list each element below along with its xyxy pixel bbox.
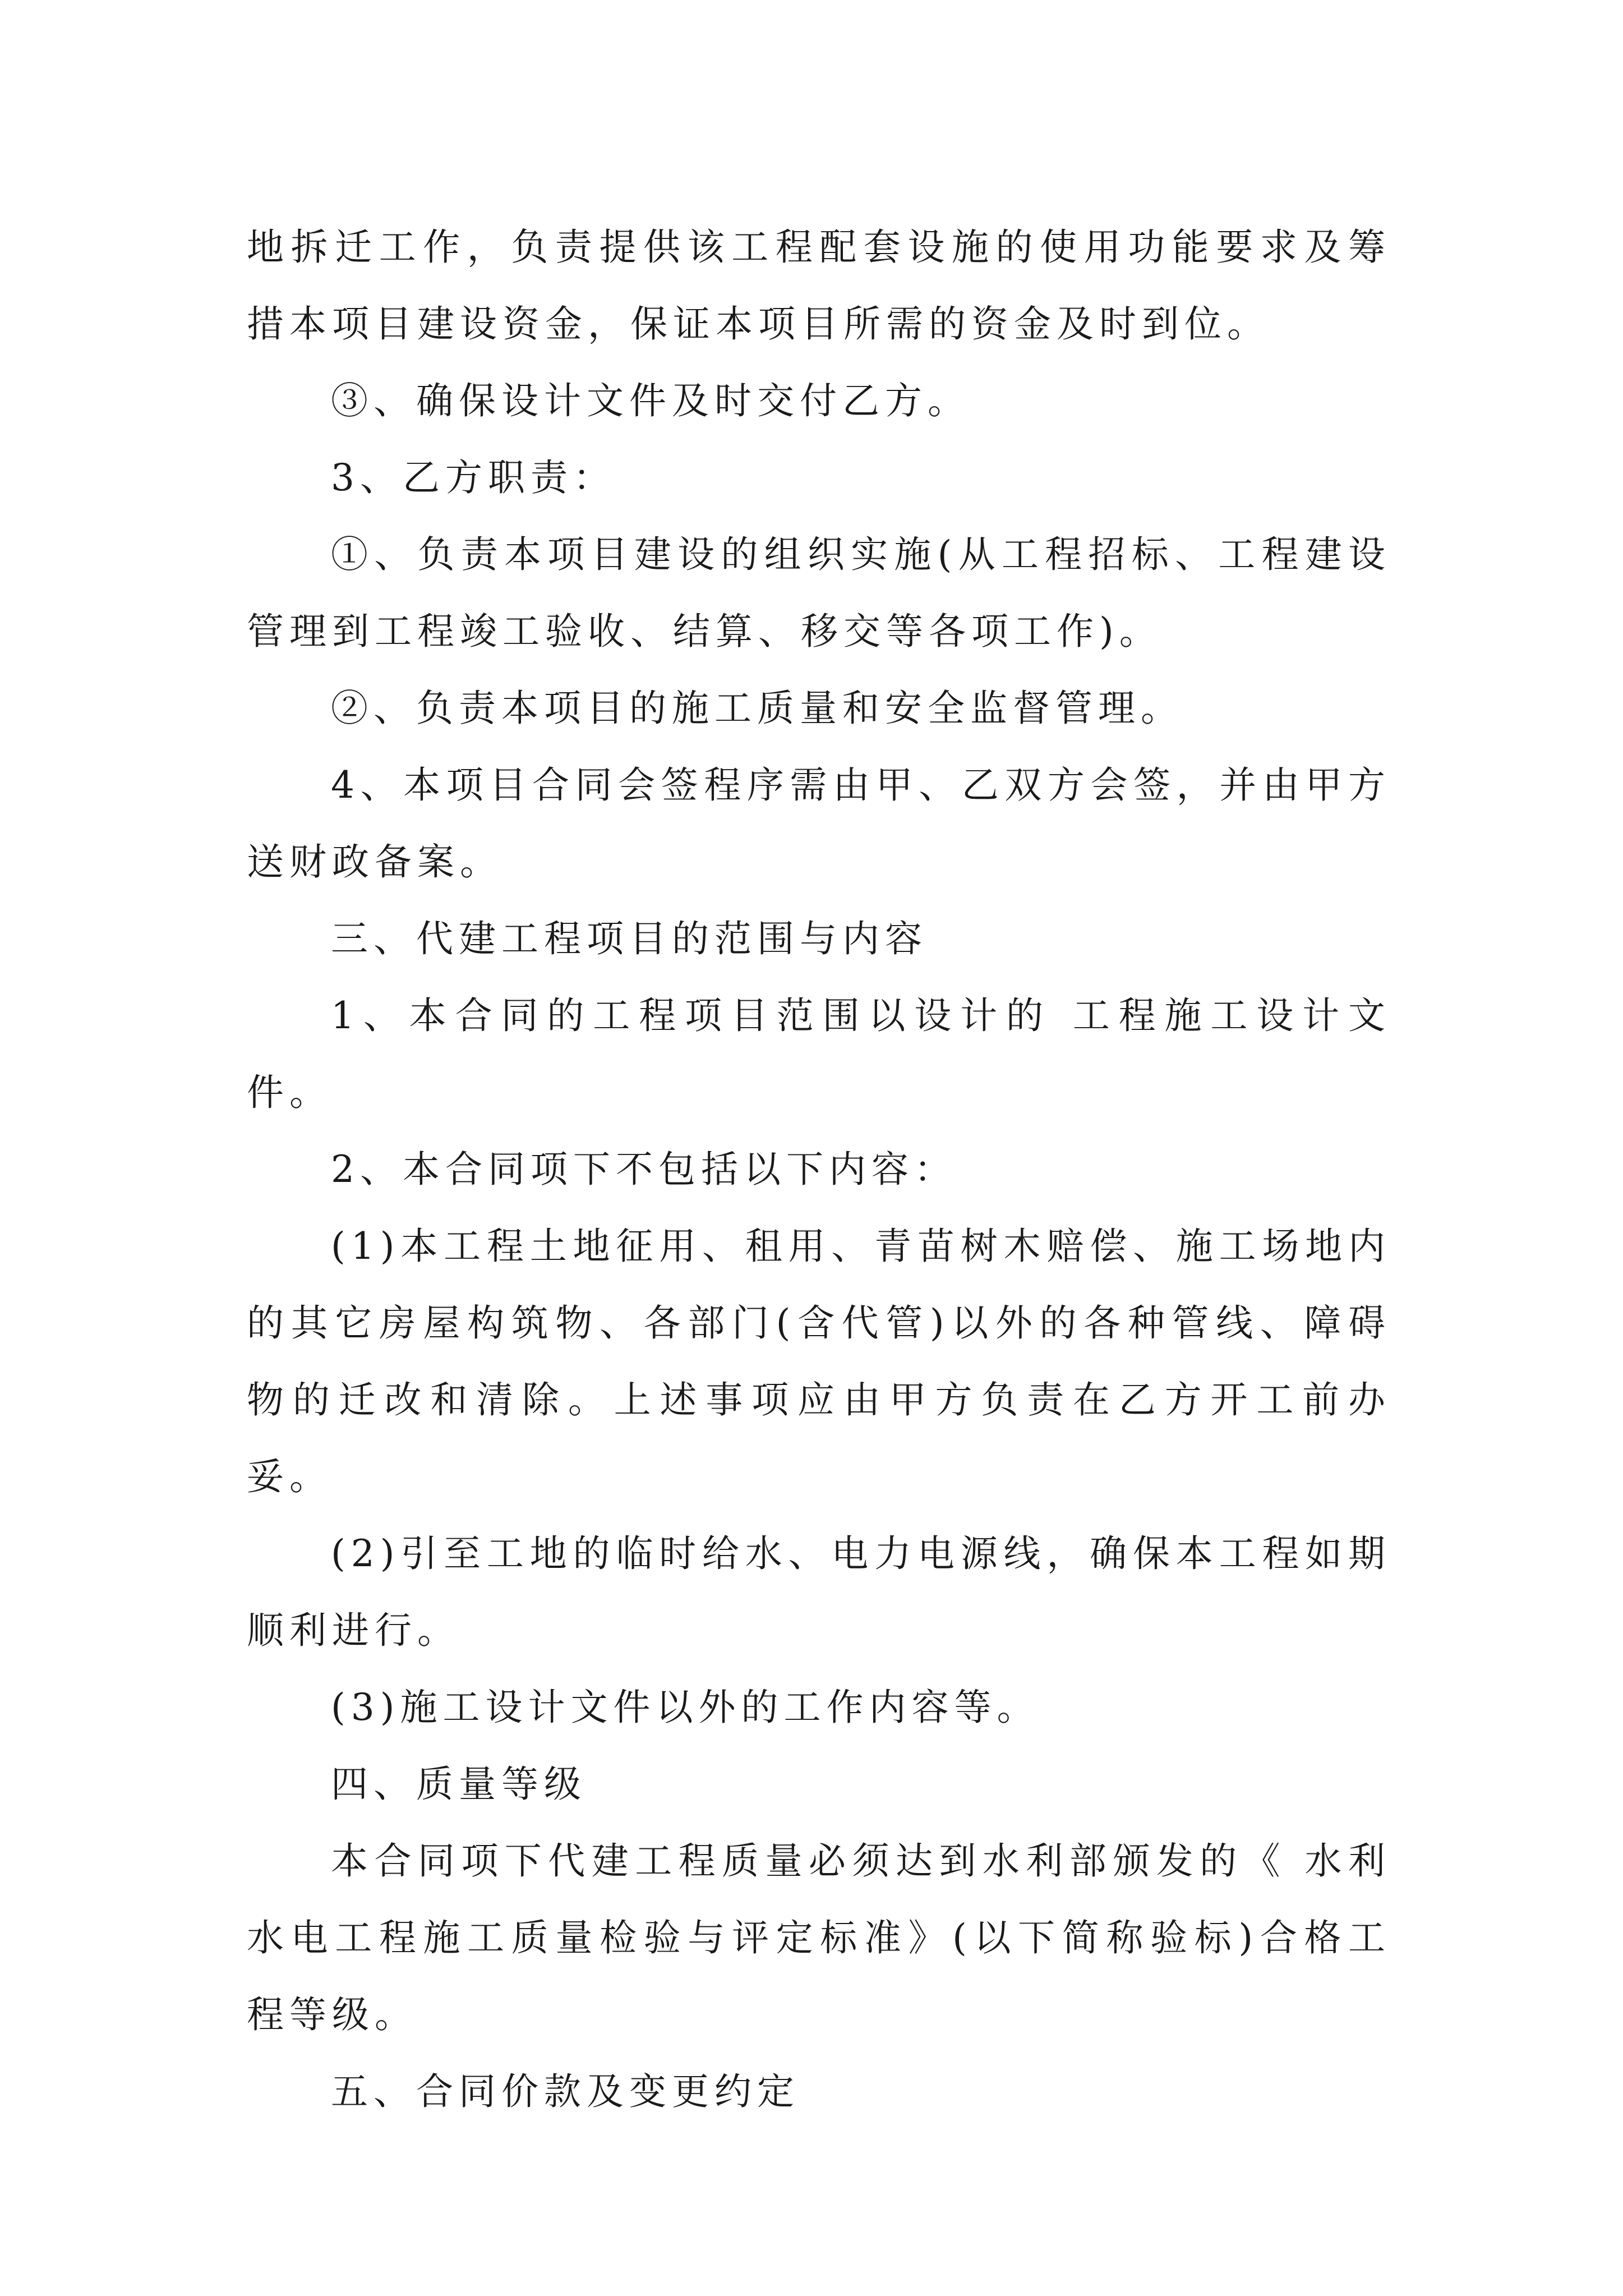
paragraph-item: 本合同项下代建工程质量必须达到水利部颁发的《 水利水电工程施工质量检验与评定标准》(以下简称验标)合格工程等级。 [247, 1839, 1391, 2036]
paragraph-item: (1)本工程土地征用、租用、青苗树木赔偿、施工场地内的其它房屋构筑物、各部门(含代管)以外的各种管线、障碍物的迁改和清除。上述事项应由甲方负责在乙方开工前办妥。 [247, 1225, 1391, 1498]
section-heading: 五、合同价款及变更约定 [331, 2070, 800, 2113]
paragraph-item: 2、本合同项下不包括以下内容： [331, 1148, 957, 1191]
section-heading: 三、代建工程项目的范围与内容 [331, 917, 928, 960]
paragraph-item: ③、确保设计文件及时交付乙方。 [331, 379, 970, 422]
paragraph-item: ①、负责本项目建设的组织实施(从工程招标、工程建设管理到工程竣工验收、结算、移交等各项工作)。 [247, 533, 1391, 653]
paragraph-item: 4、本项目合同会签程序需由甲、乙双方会签，并由甲方送财政备案。 [247, 763, 1391, 884]
paragraph-continuation: 地拆迁工作，负责提供该工程配套设施的使用功能要求及筹措本项目建设资金，保证本项目所需的资金及时到位。 [247, 226, 1391, 346]
paragraph-item: 1、本合同的工程项目范围以设计的 工程施工设计文件。 [247, 994, 1391, 1114]
section-heading: 四、质量等级 [331, 1763, 587, 1806]
paragraph-heading: 3、乙方职责： [331, 456, 616, 499]
paragraph-item: (3)施工设计文件以外的工作内容等。 [331, 1686, 1040, 1729]
document-body [247, 209, 1391, 2130]
paragraph-item: ②、负责本项目的施工质量和安全监督管理。 [331, 687, 1183, 730]
paragraph-item: (2)引至工地的临时给水、电力电源线，确保本工程如期顺利进行。 [247, 1532, 1391, 1652]
